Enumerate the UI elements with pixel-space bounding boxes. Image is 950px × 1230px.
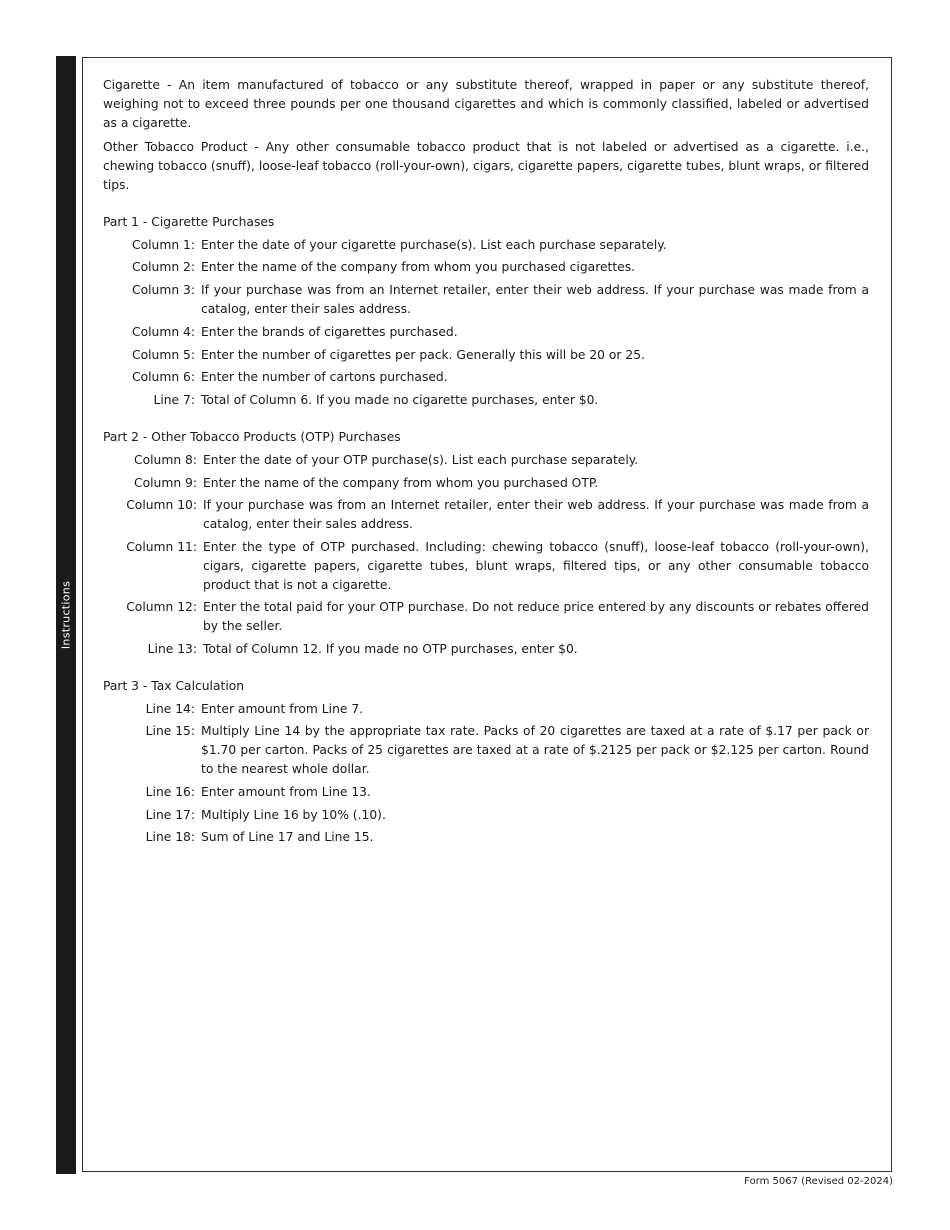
item-label: Column 9:	[134, 475, 197, 490]
item-label: Line 13:	[147, 641, 197, 656]
item-label: Line 14:	[145, 701, 195, 716]
part-1-item	[103, 323, 869, 342]
sidebar-label: Instructions	[59, 580, 73, 650]
item-label: Line 18:	[145, 830, 195, 845]
item-text: Enter the date of your cigarette purchase(s). List each purchase separately.	[201, 237, 667, 252]
part-1-item	[103, 346, 869, 365]
item-label: Column 11:	[126, 539, 197, 554]
part-1-section	[103, 213, 869, 410]
item-label: Line 15:	[145, 724, 195, 739]
part-2-section	[103, 428, 869, 659]
item-text: Enter amount from Line 13.	[201, 784, 371, 799]
definition-cigarette: Cigarette - An item manufactured of tobacco or any substitute thereof, wrapped in paper or any substitute thereof, weighing not to exceed three pounds per one thousand cigarettes and which is commonly classified, labeled or advertised as a cigarette.	[103, 78, 869, 130]
item-label: Column 5:	[132, 347, 195, 362]
item-text: Enter the name of the company from whom you purchased OTP.	[203, 475, 599, 490]
item-label: Column 2:	[132, 260, 195, 275]
item-label: Column 10:	[126, 498, 197, 513]
instructions-frame	[82, 57, 892, 1172]
item-text: Enter the date of your OTP purchase(s). List each purchase separately.	[203, 452, 639, 467]
item-text: Enter the number of cigarettes per pack. Generally this will be 20 or 25.	[201, 347, 645, 362]
item-label: Line 16:	[145, 784, 195, 799]
part-3-item	[103, 722, 869, 778]
item-text: Sum of Line 17 and Line 15.	[201, 830, 374, 845]
part-3-title: Part 3 - Tax Calculation	[103, 678, 245, 693]
part-1-item	[103, 391, 869, 410]
part-3-item	[103, 783, 869, 802]
form-identifier: Form 5067 (Revised 02-2024)	[744, 1176, 893, 1187]
item-label: Column 12:	[126, 600, 197, 615]
instructions-content	[103, 76, 869, 847]
item-text: Enter the number of cartons purchased.	[201, 370, 448, 385]
item-text: Total of Column 12. If you made no OTP purchases, enter $0.	[203, 641, 578, 656]
part-3-item	[103, 806, 869, 825]
part-2-item	[103, 451, 869, 470]
item-text: Enter the brands of cigarettes purchased.	[201, 324, 458, 339]
part-1-item	[103, 281, 869, 319]
part-3-section	[103, 677, 869, 847]
item-text: Multiply Line 14 by the appropriate tax rate. Packs of 20 cigarettes are taxed at a rate of $.17 per pack or $1.70 per carton. Packs of 25 cigarettes are taxed at a rate of $.2125 per pack or $2.125 per carton. Round to the nearest whole dollar.	[201, 724, 869, 776]
part-3-item	[103, 700, 869, 719]
part-1-title: Part 1 - Cigarette Purchases	[103, 214, 275, 229]
item-text: Enter the name of the company from whom you purchased cigarettes.	[201, 260, 636, 275]
item-text: Multiply Line 16 by 10% (.10).	[201, 807, 386, 822]
item-text: Enter the total paid for your OTP purchase. Do not reduce price entered by any discounts or rebates offered by the seller.	[203, 600, 869, 634]
item-label: Column 4:	[132, 324, 195, 339]
part-3-item	[103, 828, 869, 847]
instructions-sidebar	[56, 56, 76, 1174]
part-2-item	[103, 538, 869, 594]
part-2-item	[103, 598, 869, 636]
item-text: Total of Column 6. If you made no cigarette purchases, enter $0.	[201, 393, 599, 408]
part-2-title: Part 2 - Other Tobacco Products (OTP) Purchases	[103, 429, 401, 444]
part-1-item	[103, 236, 869, 255]
item-label: Column 8:	[134, 452, 197, 467]
item-label: Line 7:	[153, 393, 195, 408]
item-text: If your purchase was from an Internet retailer, enter their web address. If your purchase was made from a catalog, enter their sales address.	[203, 498, 869, 532]
part-1-item	[103, 368, 869, 387]
item-label: Column 6:	[132, 370, 195, 385]
item-text: Enter amount from Line 7.	[201, 701, 364, 716]
part-1-item	[103, 258, 869, 277]
part-2-item	[103, 496, 869, 534]
item-text: If your purchase was from an Internet retailer, enter their web address. If your purchase was made from a catalog, enter their sales address.	[201, 283, 869, 316]
item-label: Line 17:	[145, 807, 195, 822]
item-text: Enter the type of OTP purchased. Including: chewing tobacco (snuff), loose-leaf tobacco (roll-your-own), cigars, cigarette papers, cigarette tubes, blunt wraps, filtered tips, or any other consumable tobacco product that is not a cigarette.	[203, 539, 869, 592]
item-label: Column 1:	[132, 237, 195, 252]
part-2-item	[103, 640, 869, 659]
definition-other-tobacco: Other Tobacco Product - Any other consumable tobacco product that is not labeled or advertised as a cigarette. i.e., chewing tobacco (snuff), loose-leaf tobacco (roll-your-own), cigars, cigarette papers, cigarette tubes, blunt wraps, or filtered tips.	[103, 140, 869, 192]
item-label: Column 3:	[132, 283, 195, 298]
part-2-item	[103, 474, 869, 493]
